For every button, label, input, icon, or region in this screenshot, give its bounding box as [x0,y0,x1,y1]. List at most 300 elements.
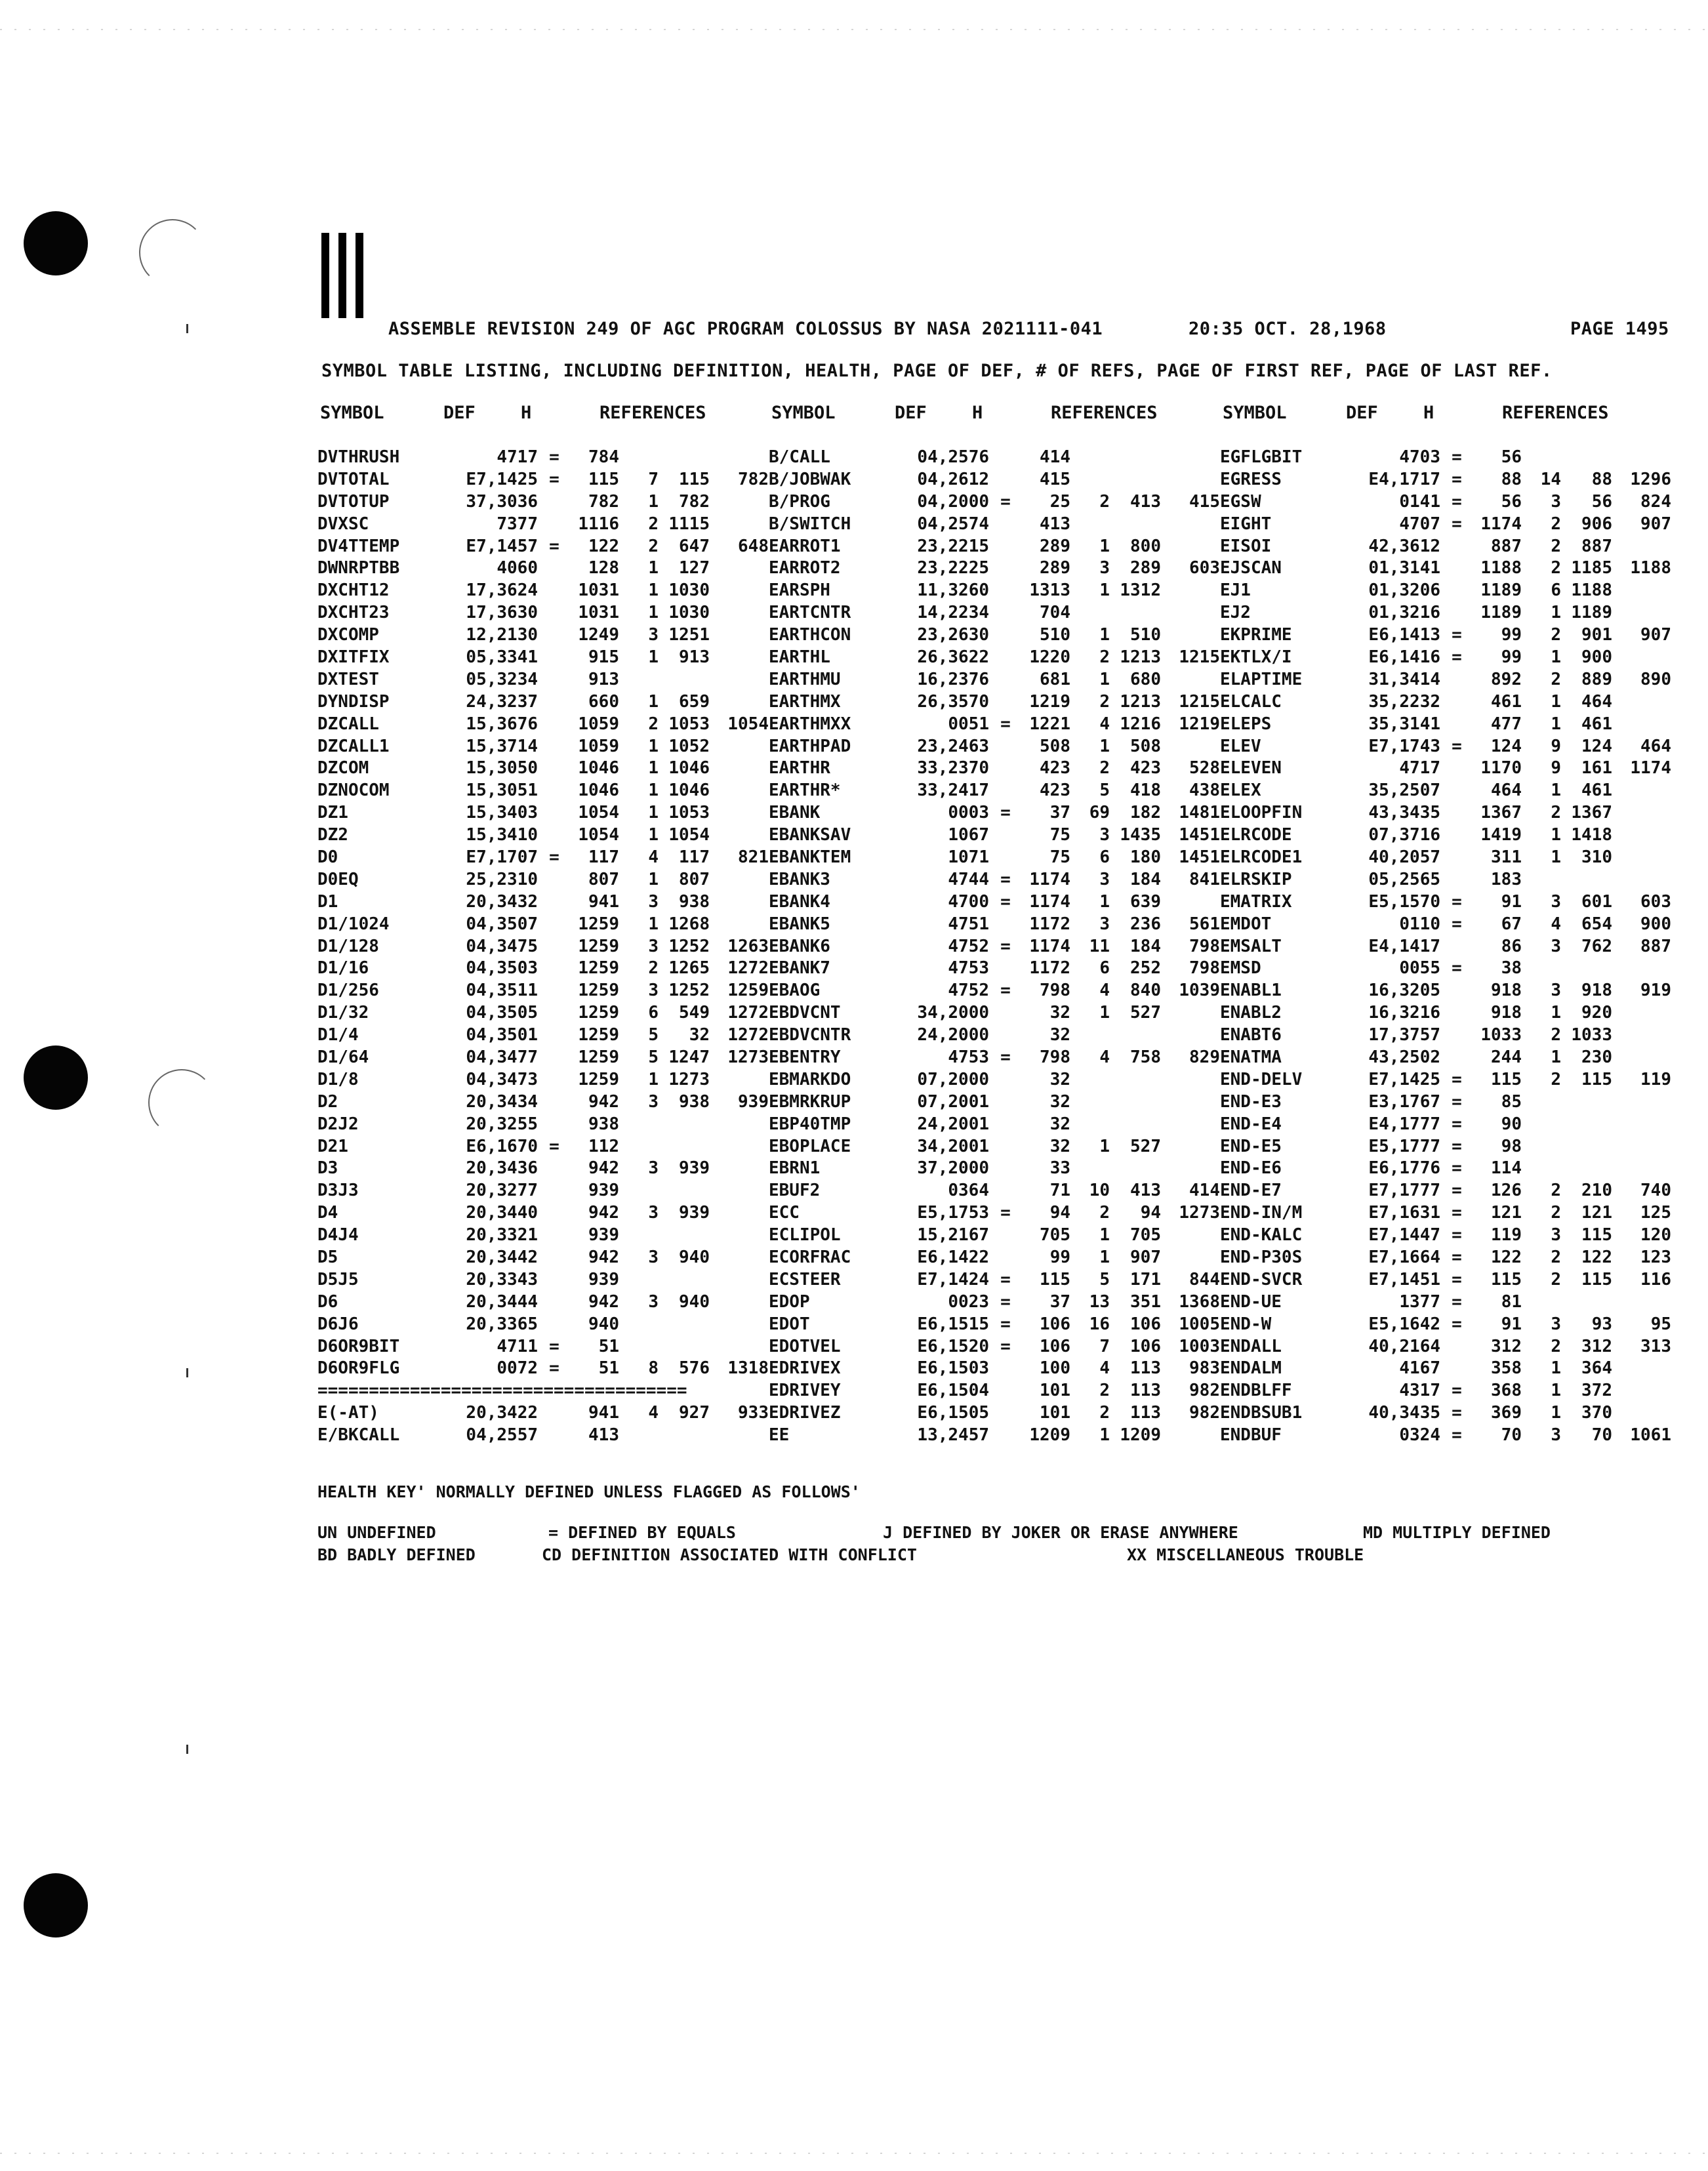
cell-ref-count: 1 [1099,1425,1110,1446]
cell-symbol: DXCHT12 [317,580,390,601]
cell-first-ref: 938 [679,891,710,912]
cell-def: 15,3051 [466,781,538,801]
cell-def: E6,1504 [917,1381,989,1401]
cell-symbol: END-E3 [1220,1091,1282,1112]
cell-last-ref [1161,470,1220,489]
cell-def: 4711 [497,1336,538,1356]
symbol-entry [317,1358,769,1378]
cell-last-ref: 740 [1640,1181,1671,1201]
cell-last-ref: 907 [1640,625,1671,645]
cell-ref-count: 4 [1099,1358,1110,1379]
cell-references [1522,1403,1671,1423]
cell-def: E4,1417 [1368,936,1440,956]
cell-page: 1174 [1029,936,1070,956]
cell-references [1522,937,1671,956]
symbol-entry [1220,692,1671,712]
symbol-entry [769,1181,1220,1200]
cell-symbol: E/BKCALL [317,1425,400,1446]
cell-symbol: DZCALL1 [317,736,390,756]
cell-symbol: END-E4 [1220,1114,1282,1134]
symbol-entry [1220,1403,1671,1423]
cell-first-ref: 1418 [1571,825,1612,845]
cell-first-ref: 88 [1591,469,1612,489]
cell-symbol: DZCOM [317,758,369,779]
cell-ref-count: 8 [648,1358,659,1379]
cell-health [989,1003,1022,1023]
cell-references [1070,870,1220,889]
cell-first-ref: 94 [1140,1203,1161,1223]
cell-page: 784 [588,447,619,467]
cell-references [1070,692,1220,712]
cell-page: 704 [1040,603,1070,623]
cell-last-ref [1612,714,1671,734]
table-row [317,579,1669,601]
cell-page: 1046 [578,758,619,779]
cell-def: 4753 [948,1047,989,1067]
symbol-entry [769,647,1220,667]
cell-first-ref [1110,1025,1161,1045]
cell-page: 782 [588,491,619,512]
cell-page: 414 [1040,447,1070,467]
cell-page: 106 [1040,1336,1070,1356]
cell-first-ref [659,1225,710,1245]
cell-symbol: EARSPH [769,580,830,601]
cell-last-ref: 528 [1189,758,1220,779]
cell-def: 26,3570 [917,691,989,712]
cell-page: 1046 [578,781,619,801]
cell-page: 942 [588,1091,619,1112]
symbol-entry [769,692,1220,712]
cell-symbol: EARTHPAD [769,736,851,756]
cell-references [1070,1047,1220,1067]
cell-references [619,1337,769,1356]
cell-references [1070,737,1220,756]
symbol-entry [1220,580,1671,600]
cell-symbol: EISOI [1220,536,1272,556]
cell-references [619,1314,769,1334]
cell-references [619,981,769,1000]
cell-health [538,514,571,534]
cell-ref-count: 2 [1551,558,1561,578]
symbol-entry [769,1248,1220,1267]
cell-def: 33,2417 [917,781,989,801]
cell-health [989,1181,1022,1200]
cell-def: 20,3321 [466,1225,538,1246]
cell-references [619,670,769,689]
cell-health [989,1225,1022,1245]
cell-page: 115 [1491,1269,1522,1289]
cell-first-ref: 1046 [668,781,710,801]
punch-hole-top [24,211,88,275]
cell-last-ref: 887 [1640,936,1671,956]
cell-ref-count: 1 [648,825,659,845]
cell-ref-count: 2 [1551,514,1561,534]
cell-def: E7,1777 [1368,1181,1440,1201]
cell-ref-count: 4 [1551,914,1561,934]
cell-page: 798 [1040,981,1070,1001]
cell-last-ref [710,447,769,467]
cell-symbol: ELAPTIME [1220,669,1303,689]
cell-health: = [1452,469,1462,489]
symbol-entry [1220,892,1671,912]
cell-page: 681 [1040,669,1070,689]
cell-references [1070,714,1220,734]
cell-symbol: ELEVEN [1220,758,1282,779]
symbol-entry [769,1003,1220,1023]
cell-references [1070,492,1220,512]
cell-health [538,1225,571,1245]
cell-first-ref [1110,447,1161,467]
cell-symbol: D1/256 [317,981,379,1001]
table-row [317,513,1669,535]
cell-health [1440,1358,1473,1378]
cell-symbol: DVTOTUP [317,491,390,512]
cell-def: 15,3676 [466,714,538,734]
cell-last-ref [710,1248,769,1267]
cell-symbol: ENDALL [1220,1336,1282,1356]
cell-references [1070,981,1220,1000]
symbol-entry [317,558,769,578]
cell-page: 939 [588,1269,619,1289]
cell-page: 461 [1491,691,1522,712]
cell-last-ref [1161,537,1220,556]
cell-symbol: DVTOTAL [317,469,390,489]
table-row [317,1091,1669,1113]
cell-symbol: D4 [317,1203,338,1223]
cell-symbol: B/PROG [769,491,830,512]
cell-references [1070,958,1220,978]
cell-health [989,1137,1022,1156]
symbol-entry [317,470,769,489]
cell-health [538,1248,571,1267]
cell-page: 368 [1491,1381,1522,1401]
cell-references [1522,692,1671,712]
cell-ref-count: 1 [648,491,659,512]
cell-page: 94 [1049,1203,1070,1223]
cell-ref-count: 1 [1099,1248,1110,1267]
cell-def: 24,3237 [466,691,538,712]
cell-ref-count: 6 [648,1003,659,1023]
cell-symbol: DZ1 [317,803,348,823]
cell-last-ref [710,1203,769,1223]
cell-first-ref: 121 [1581,1203,1612,1223]
cell-symbol: END-E6 [1220,1158,1282,1179]
cell-first-ref: 93 [1591,1314,1612,1334]
cell-first-ref: 70 [1591,1425,1612,1446]
cell-ref-count: 1 [1099,536,1110,556]
cell-first-ref: 413 [1130,491,1161,512]
cell-symbol: END-SVCR [1220,1269,1303,1289]
cell-last-ref [1612,847,1671,867]
punch-ring-top [139,219,206,286]
cell-ref-count [619,1181,659,1200]
cell-page: 88 [1501,469,1522,489]
cell-references [1522,580,1671,600]
cell-symbol: END-UE [1220,1291,1282,1312]
table-row [317,1158,1669,1180]
cell-first-ref: 639 [1130,891,1161,912]
symbol-entry [317,647,769,667]
cell-page: 32 [1049,1114,1070,1134]
cell-last-ref [710,1070,769,1089]
cell-health [1440,1047,1473,1067]
cell-page: 1259 [578,1069,619,1089]
cell-references [1070,670,1220,689]
cell-def: 24,2000 [917,1025,989,1045]
cell-def: 4707 [1399,514,1440,534]
cell-references [1522,492,1671,512]
cell-last-ref [1612,1114,1671,1134]
cell-health: = [1000,891,1011,912]
symbol-entry [769,670,1220,689]
cell-first-ref [1561,1114,1612,1134]
cell-first-ref: 115 [1581,1069,1612,1089]
cell-last-ref [710,492,769,512]
cell-last-ref [1612,692,1671,712]
symbol-entry [769,603,1220,622]
cell-last-ref: 1215 [1179,647,1220,667]
cell-first-ref: 1273 [668,1069,710,1089]
cell-page: 798 [1040,1047,1070,1067]
cell-page: 1259 [578,1047,619,1067]
symbol-entry [1220,537,1671,556]
cell-health [1440,580,1473,600]
cell-references [619,1403,769,1423]
cell-references [1522,870,1671,889]
cell-references [619,1425,769,1445]
cell-last-ref [1612,1025,1671,1045]
cell-symbol: EDOT [769,1314,810,1334]
cell-def: 12,2130 [466,625,538,645]
cell-first-ref: 940 [679,1291,710,1312]
cell-first-ref: 1115 [668,514,710,534]
cell-last-ref: 1054 [727,714,769,734]
cell-first-ref: 418 [1130,781,1161,801]
cell-symbol: ENDBLFF [1220,1381,1292,1401]
cell-last-ref [710,825,769,845]
symbol-entry [317,981,769,1000]
cell-references [1522,1425,1671,1445]
cell-symbol: D0EQ [317,869,359,889]
table-row [317,735,1669,758]
cell-ref-count: 1 [648,781,659,801]
symbol-entry [1220,870,1671,889]
cell-references [1070,758,1220,778]
cell-references [1070,1070,1220,1089]
cell-page: 423 [1040,781,1070,801]
cell-references [619,914,769,934]
table-row [317,913,1669,935]
cell-page: 1116 [578,514,619,534]
cell-last-ref [710,1270,769,1289]
cell-symbol: DVXSC [317,514,369,534]
cell-references [1070,1381,1220,1400]
cell-ref-count: 16 [1089,1314,1110,1334]
cell-references [619,1003,769,1023]
cell-page: 477 [1491,714,1522,734]
symbol-entry [317,847,769,867]
cell-page: 32 [1049,1091,1070,1112]
cell-references [619,758,769,778]
cell-first-ref: 56 [1591,491,1612,512]
cell-references [619,1070,769,1089]
cell-def: 4752 [948,936,989,956]
cell-ref-count [1070,1070,1110,1089]
symbol-entry [769,981,1220,1000]
cell-references [1070,580,1220,600]
cell-health [989,1425,1022,1445]
cell-last-ref: 95 [1650,1314,1671,1334]
cell-ref-count: 1 [1099,669,1110,689]
cell-last-ref: 1039 [1179,981,1220,1001]
symbol-entry [769,1092,1220,1112]
cell-health [1440,1003,1473,1023]
cell-health [538,1314,571,1334]
cell-first-ref [659,670,710,689]
cell-references [1522,981,1671,1000]
cell-last-ref: 983 [1189,1358,1220,1379]
cell-def: E5,1642 [1368,1314,1440,1334]
cell-ref-count: 1 [1099,736,1110,756]
cell-page: 312 [1491,1336,1522,1356]
cell-last-ref [710,1337,769,1356]
cell-last-ref [710,514,769,534]
cell-last-ref [1161,1225,1220,1245]
cell-symbol: DXCOMP [317,625,379,645]
table-row [317,1024,1669,1046]
symbol-entry [317,603,769,622]
cell-first-ref: 464 [1581,691,1612,712]
cell-page: 117 [588,847,619,867]
cell-health [989,1403,1022,1423]
cell-def: 34,2000 [917,1003,989,1023]
cell-page: 91 [1501,891,1522,912]
cell-page: 90 [1501,1114,1522,1134]
cell-references [1522,1314,1671,1334]
symbol-entry [1220,1114,1671,1134]
symbol-entry [317,870,769,889]
cell-health: = [549,536,559,556]
cell-health [989,914,1022,934]
cell-last-ref: 933 [738,1403,769,1423]
cell-ref-count: 2 [1099,1203,1110,1223]
cell-last-ref: 1481 [1179,803,1220,823]
cell-references [619,1158,769,1178]
cell-last-ref [710,558,769,578]
cell-symbol: B/SWITCH [769,514,851,534]
cell-page: 99 [1049,1248,1070,1267]
cell-ref-count: 1 [648,736,659,756]
cell-health: = [1000,1314,1011,1334]
cell-first-ref [1561,1292,1612,1312]
table-row [317,1246,1669,1268]
cell-ref-count: 1 [1551,647,1561,667]
cell-ref-count: 2 [1551,1269,1561,1289]
cell-page: 56 [1501,491,1522,512]
cell-def: 37,3036 [466,491,538,512]
cell-def: 23,2463 [917,736,989,756]
cell-first-ref: 938 [679,1091,710,1112]
cell-health: = [1452,491,1462,512]
cell-def: 04,2557 [466,1425,538,1446]
cell-health: = [1452,447,1462,467]
table-row [317,801,1669,824]
cell-def: 17,3624 [466,580,538,601]
cell-first-ref: 1216 [1120,714,1161,734]
cell-references [1070,825,1220,845]
cell-health [989,758,1022,778]
cell-ref-count: 3 [1551,1314,1561,1334]
cell-def: 4753 [948,958,989,979]
cell-symbol: EBENTRY [769,1047,841,1067]
cell-health: = [1452,625,1462,645]
cell-last-ref [1612,580,1671,600]
cell-symbol: EKPRIME [1220,625,1292,645]
cell-symbol: D1/128 [317,936,379,956]
symbol-entry [769,1025,1220,1045]
cell-first-ref: 351 [1130,1291,1161,1312]
symbol-entry [317,1203,769,1223]
symbol-entry [769,914,1220,934]
table-row [317,935,1669,958]
cell-health: = [549,1136,559,1156]
cell-symbol: D5J5 [317,1269,359,1289]
cell-page: 1313 [1029,580,1070,601]
table-row [317,1224,1669,1246]
cell-references [1522,1092,1671,1112]
table-row [317,1202,1669,1224]
cell-ref-count: 13 [1089,1291,1110,1312]
symbol-entry [317,1047,769,1067]
cell-symbol: ELRCODE1 [1220,847,1303,867]
symbol-entry [769,1225,1220,1245]
punch-hole-bottom [24,1873,88,1938]
cell-first-ref: 1188 [1571,580,1612,601]
cell-page: 464 [1491,781,1522,801]
cell-def: 15,2167 [917,1225,989,1246]
table-row [317,1313,1669,1335]
legend-title: HEALTH KEY' NORMALLY DEFINED UNLESS FLAGGED AS FOLLOWS' [317,1482,861,1501]
cell-health: = [1000,981,1011,1001]
cell-first-ref: 124 [1581,736,1612,756]
cell-page: 101 [1040,1403,1070,1423]
symbol-entry [317,1379,769,1402]
cell-references [619,781,769,800]
cell-health [538,803,571,822]
table-row [317,601,1669,624]
cell-symbol: EBAOG [769,981,821,1001]
cell-last-ref: 120 [1640,1225,1671,1246]
cell-symbol: EBP40TMP [769,1114,851,1134]
symbol-entry [1220,558,1671,578]
cell-first-ref: 364 [1581,1358,1612,1379]
cell-symbol: B/CALL [769,447,830,467]
cell-references [1070,892,1220,912]
symbol-entry [1220,1314,1671,1334]
cell-references [1522,758,1671,778]
cell-ref-count: 1 [1099,1003,1110,1023]
cell-symbol: D5 [317,1248,338,1267]
cell-health: = [1000,714,1011,734]
cell-health: = [1452,647,1462,667]
cell-first-ref: 117 [679,847,710,867]
cell-ref-count [1070,603,1110,622]
cell-def: 40,2164 [1368,1336,1440,1356]
cell-page: 941 [588,1403,619,1423]
cell-first-ref: 527 [1130,1136,1161,1156]
cell-health [538,781,571,800]
cell-def: 33,2370 [917,758,989,779]
